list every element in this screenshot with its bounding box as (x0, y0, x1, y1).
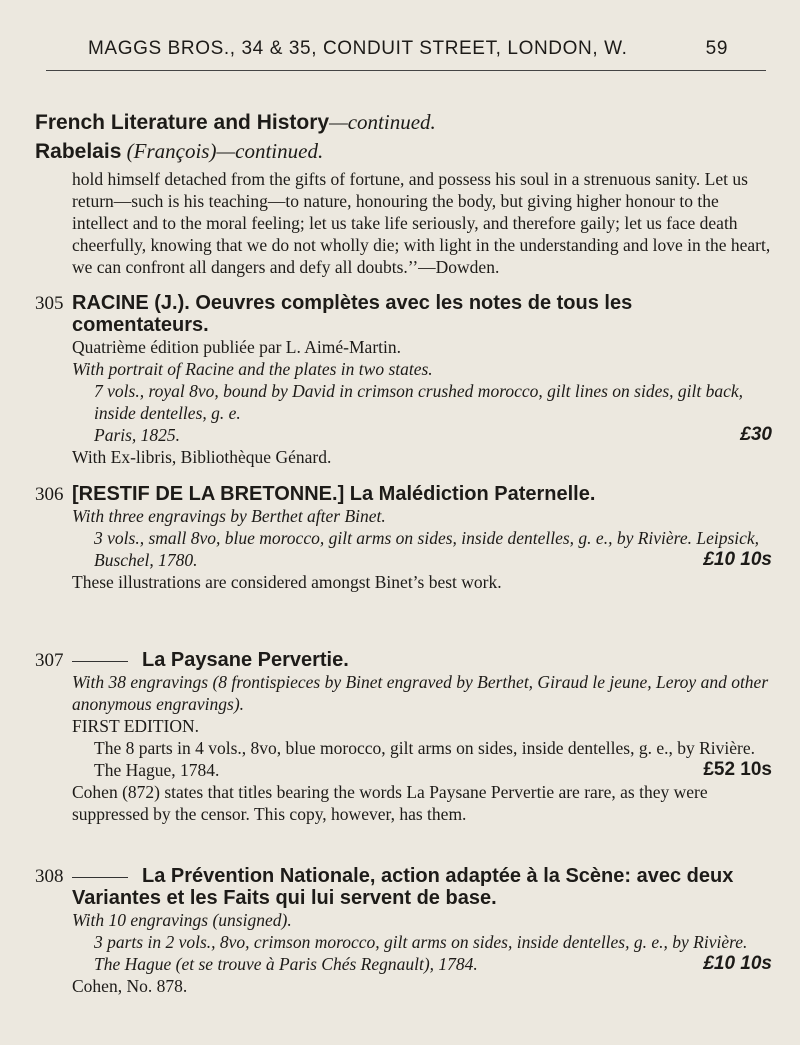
entry-heading: La Prévention Nationale, action adaptée à la Scène: avec deux Variantes et les Faits qui lui servent de base. (72, 865, 734, 909)
entry-heading: RACINE (J.). Oeuvres complètes avec les notes de tous les comentateurs. (72, 292, 633, 336)
ditto-dash (72, 661, 128, 662)
entry-note: Cohen, No. 878. (72, 976, 188, 996)
entry-line: With 38 engravings (8 frontispieces by Binet engraved by Berthet, Giraud le jeune, Leroy and other anonymous engravings). (72, 672, 769, 714)
entry-price: £10 10s (703, 549, 772, 570)
entry-line: 3 vols., small 8vo, blue morocco, gilt arms on sides, inside dentelles, g. e., by Rivière. Leipsick, Buschel, 1780. (94, 528, 760, 570)
section-continued: —continued. (329, 110, 436, 134)
entry-line: With three engravings by Berthet after Binet. (72, 506, 386, 526)
entry-308 (72, 865, 772, 997)
entry-306 (72, 483, 772, 593)
entry-price: £30 (740, 424, 772, 445)
entry-number-305: 305 (35, 293, 64, 314)
entry-number-306: 306 (35, 484, 64, 505)
entry-line: Quatrième édition publiée par L. Aimé-Martin. (72, 337, 401, 357)
section-name: French Literature and History (35, 111, 330, 134)
quote-text: hold himself detached from the gifts of fortune, and possess his soul in a strenuous sanity. Let us return—such is his teaching—to nature, honouring the body, but giving higher honour to the intellect and to the moral feeling; let us take life seriously, and therefore gaily; let us face death cheerfully, knowing that we do not wholly die; with light in the understanding and love in the heart, we can confront all dangers and defy all doubts.’’—Dowden. (72, 169, 771, 277)
page-number: 59 (705, 38, 728, 59)
publisher-line: MAGGS BROS., 34 & 35, CONDUIT STREET, LONDON, W. (88, 38, 628, 59)
entry-line: 7 vols., royal 8vo, bound by David in crimson crushed morocco, gilt lines on sides, gilt back, inside dentelles, g. e. (94, 381, 744, 423)
entry-line: With 10 engravings (unsigned). (72, 910, 292, 930)
entry-305 (72, 292, 772, 468)
author-title (35, 139, 323, 164)
entry-line: With portrait of Racine and the plates in two states. (72, 359, 433, 379)
rabelais-quote (72, 168, 772, 278)
header-rule (46, 70, 766, 71)
entry-line: FIRST EDITION. (72, 716, 200, 736)
entry-heading: La Paysane Pervertie. (142, 649, 349, 671)
entry-note: With Ex-libris, Bibliothèque Génard. (72, 447, 332, 467)
entry-price: £10 10s (703, 953, 772, 974)
author-extra: (François)—continued. (126, 139, 324, 163)
entry-line: The 8 parts in 4 vols., 8vo, blue morocco, gilt arms on sides, inside dentelles, g. e., by Rivière. The Hague, 1784. (94, 738, 755, 780)
entry-note: These illustrations are considered amongst Binet’s best work. (72, 572, 502, 592)
entry-number-308: 308 (35, 866, 64, 887)
ditto-dash (72, 877, 128, 878)
entry-heading: [RESTIF DE LA BRETONNE.] La Malédiction Paternelle. (72, 483, 596, 505)
entry-price: £52 10s (703, 759, 772, 780)
entry-line: 3 parts in 2 vols., 8vo, crimson morocco, gilt arms on sides, inside dentelles, g. e., by Rivière. (94, 932, 748, 952)
entry-note: Cohen (872) states that titles bearing the words La Paysane Pervertie are rare, as they were suppressed by the censor. This copy, however, has them. (72, 782, 708, 824)
entry-307 (72, 649, 772, 825)
author-name: Rabelais (35, 140, 122, 163)
running-header (88, 38, 728, 60)
entry-imprint: Paris, 1825. (94, 425, 181, 445)
section-title (35, 110, 436, 135)
entry-imprint: The Hague (et se trouve à Paris Chés Regnault), 1784. (94, 954, 478, 974)
entry-number-307: 307 (35, 650, 64, 671)
